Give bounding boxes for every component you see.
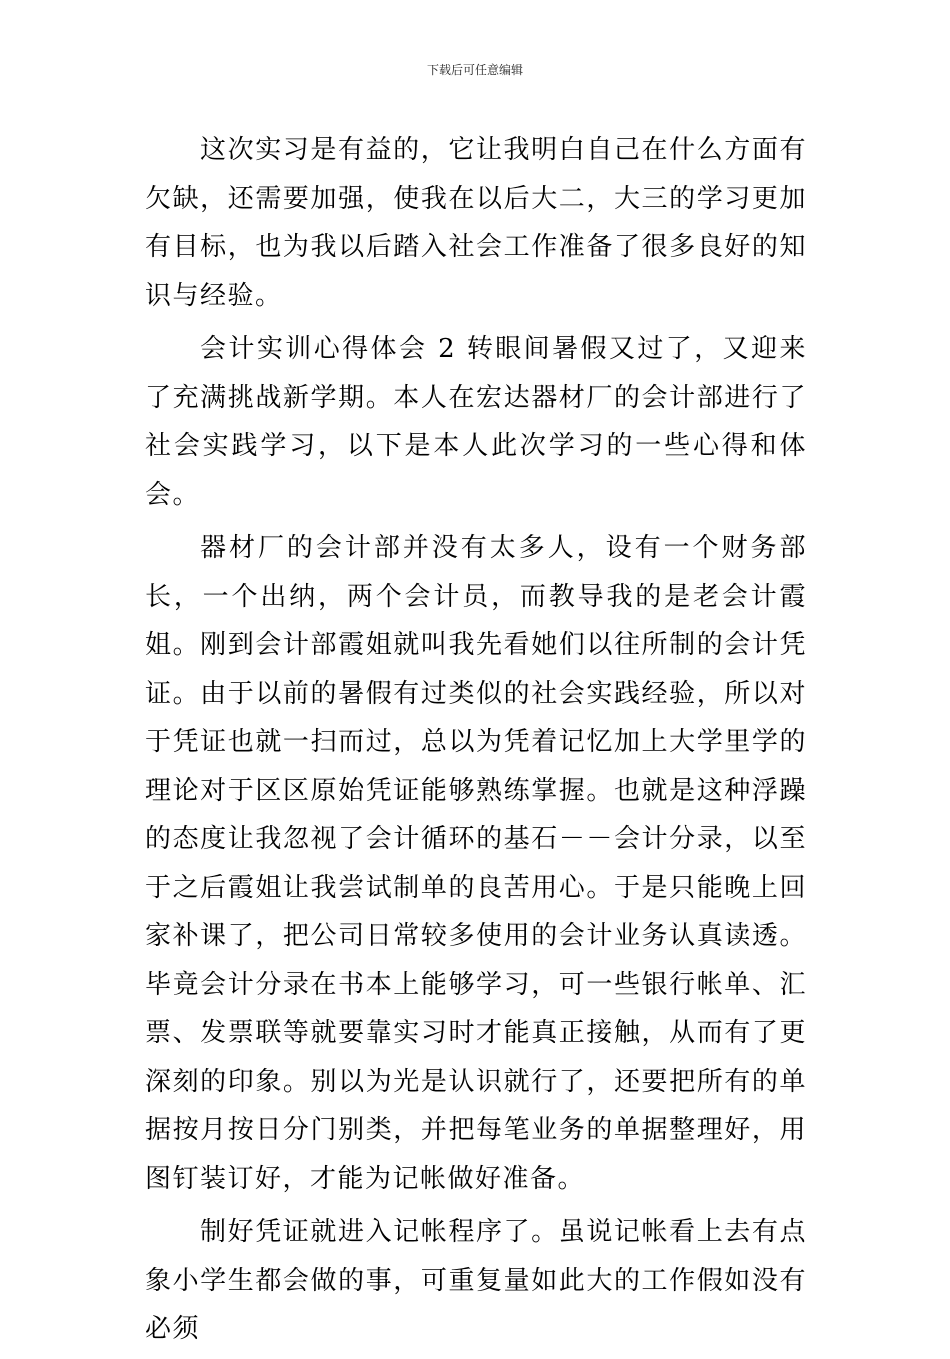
paragraph-accounting-department: 器材厂的会计部并没有太多人，设有一个财务部长，一个出纳，两个会计员，而教导我的是老会计霞姐。刚到会计部霞姐就叫我先看她们以往所制的会计凭证。由于以前的暑假有过类似的社会实践经验，所以对于凭证也就一扫而过，总以为凭着记忆加上大学里学的理论对于区区原始凭证能够熟练掌握。也就是这种浮躁的态度让我忽视了会计循环的基石－－会计分录，以至于之后霞姐让我尝试制单的良苦用心。于是只能晚上回家补课了，把公司日常较多使用的会计业务认真读透。毕竟会计分录在书本上能够学习，可一些银行帐单、汇票、发票联等就要靠实习时才能真正接触，从而有了更深刻的印象。别以为光是认识就行了，还要把所有的单据按月按日分门别类，并把每笔业务的单据整理好，用图钉装订好，才能为记帐做好准备。: [145, 533, 807, 1194]
paragraph-bookkeeping: 制好凭证就进入记帐程序了。虽说记帐看上去有点象小学生都会做的事，可重复量如此大的工作假如没有必须: [145, 1217, 807, 1344]
page-header: 下载后可任意编辑: [426, 63, 523, 77]
paragraph-internship-summary: 这次实习是有益的，它让我明白自己在什么方面有欠缺，还需要加强，使我在以后大二，大三的学习更加有目标，也为我以后踏入社会工作准备了很多良好的知识与经验。: [145, 135, 807, 311]
document-body: [145, 126, 807, 1359]
paragraph-training-intro: 会计实训心得体会 2 转眼间暑假又过了，又迎来了充满挑战新学期。本人在宏达器材厂的会计部进行了社会实践学习，以下是本人此次学习的一些心得和体会。: [145, 334, 807, 510]
